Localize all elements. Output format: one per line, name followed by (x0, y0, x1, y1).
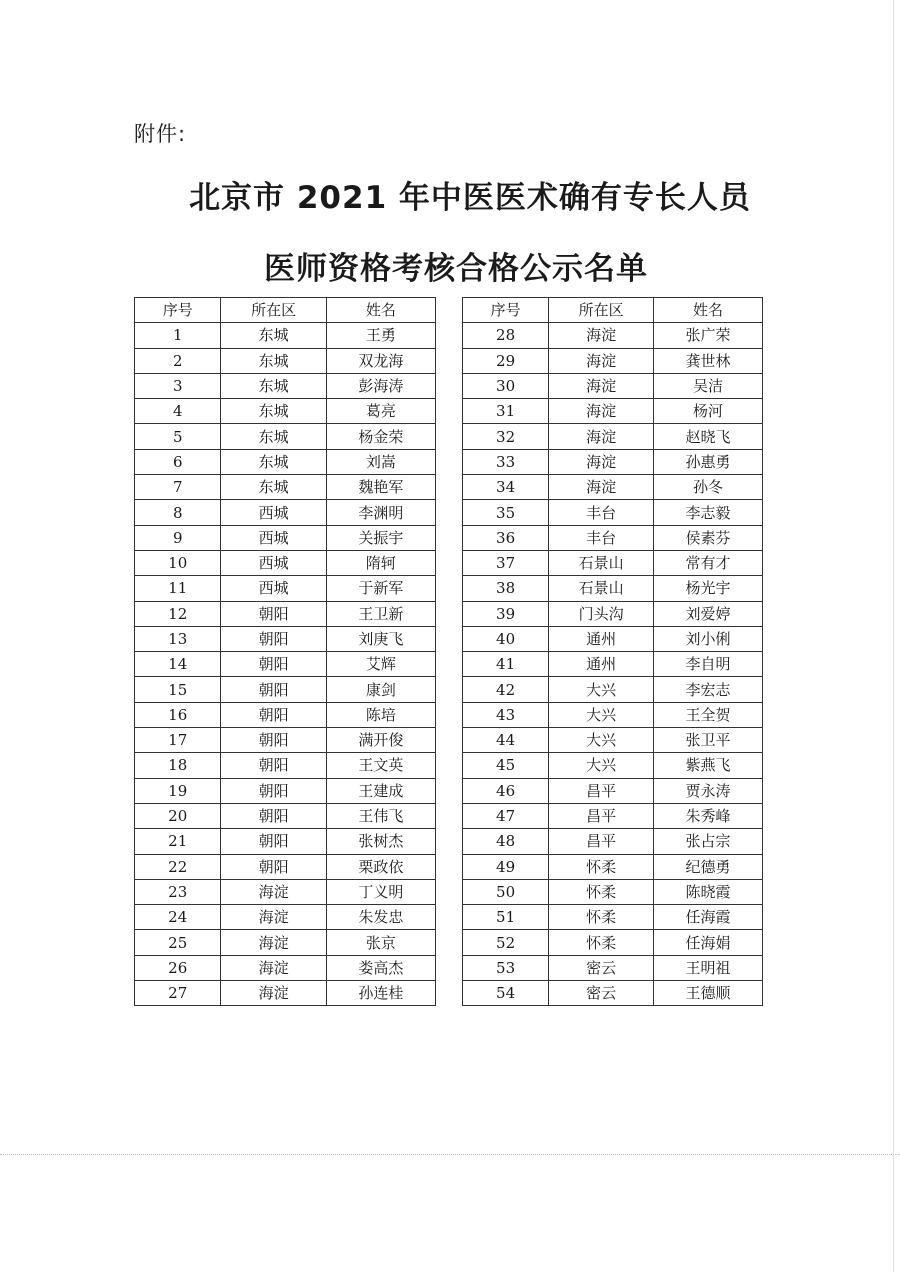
cell-number: 26 (135, 955, 221, 980)
table-row (135, 905, 436, 930)
table-row (135, 475, 436, 500)
cell-district: 西城 (221, 500, 326, 525)
cell-name: 王文英 (326, 753, 435, 778)
cell-number: 40 (463, 626, 549, 651)
cell-number: 3 (135, 373, 221, 398)
cell-district: 朝阳 (221, 803, 326, 828)
table-header-row (135, 298, 436, 323)
cell-district: 东城 (221, 475, 326, 500)
cell-name: 孙冬 (654, 475, 763, 500)
cell-number: 50 (463, 879, 549, 904)
cell-number: 4 (135, 399, 221, 424)
column-header-number: 序号 (135, 298, 221, 323)
cell-number: 39 (463, 601, 549, 626)
cell-number: 32 (463, 424, 549, 449)
column-header-name: 姓名 (326, 298, 435, 323)
cell-name: 王建成 (326, 778, 435, 803)
cell-district: 海淀 (549, 475, 654, 500)
cell-name: 双龙海 (326, 348, 435, 373)
attachment-label: 附件: (134, 122, 187, 146)
cell-number: 9 (135, 525, 221, 550)
document-title-line-2: 医师资格考核合格公示名单 (264, 251, 648, 287)
table-row (463, 424, 763, 449)
cell-district: 朝阳 (221, 652, 326, 677)
cell-name: 葛亮 (326, 399, 435, 424)
cell-district: 朝阳 (221, 728, 326, 753)
cell-name: 彭海涛 (326, 373, 435, 398)
cell-name: 杨金荣 (326, 424, 435, 449)
table-row (463, 601, 763, 626)
cell-number: 19 (135, 778, 221, 803)
cell-number: 53 (463, 955, 549, 980)
cell-number: 11 (135, 576, 221, 601)
cell-number: 6 (135, 449, 221, 474)
cell-name: 侯素芬 (654, 525, 763, 550)
cell-district: 昌平 (549, 803, 654, 828)
page-footer-rule (0, 1154, 900, 1155)
cell-number: 12 (135, 601, 221, 626)
table-row (135, 728, 436, 753)
cell-number: 35 (463, 500, 549, 525)
cell-name: 孙惠勇 (654, 449, 763, 474)
table-row (463, 373, 763, 398)
table-row (463, 677, 763, 702)
cell-district: 石景山 (549, 550, 654, 575)
cell-name: 陈晓霞 (654, 879, 763, 904)
cell-name: 王明祖 (654, 955, 763, 980)
table-row (135, 854, 436, 879)
cell-number: 1 (135, 323, 221, 348)
cell-name: 常有才 (654, 550, 763, 575)
cell-district: 海淀 (221, 905, 326, 930)
table-row (135, 753, 436, 778)
cell-number: 54 (463, 981, 549, 1006)
cell-district: 西城 (221, 525, 326, 550)
cell-number: 37 (463, 550, 549, 575)
table-row (463, 778, 763, 803)
cell-district: 东城 (221, 399, 326, 424)
cell-name: 王全贺 (654, 702, 763, 727)
table-row (135, 525, 436, 550)
cell-district: 怀柔 (549, 905, 654, 930)
cell-number: 24 (135, 905, 221, 930)
cell-name: 隋轲 (326, 550, 435, 575)
cell-number: 27 (135, 981, 221, 1006)
cell-number: 33 (463, 449, 549, 474)
page-edge-rule (893, 0, 894, 1272)
table-row (135, 323, 436, 348)
cell-district: 密云 (549, 955, 654, 980)
cell-name: 满开俊 (326, 728, 435, 753)
cell-name: 刘爱婷 (654, 601, 763, 626)
cell-district: 昌平 (549, 829, 654, 854)
cell-name: 张京 (326, 930, 435, 955)
cell-district: 朝阳 (221, 626, 326, 651)
table-row (135, 879, 436, 904)
cell-number: 46 (463, 778, 549, 803)
column-header-name: 姓名 (654, 298, 763, 323)
cell-number: 25 (135, 930, 221, 955)
table-row (463, 550, 763, 575)
cell-number: 18 (135, 753, 221, 778)
cell-number: 36 (463, 525, 549, 550)
cell-district: 海淀 (549, 424, 654, 449)
cell-name: 艾辉 (326, 652, 435, 677)
roster-table-left (134, 297, 436, 1006)
table-row (463, 803, 763, 828)
table-row (135, 981, 436, 1006)
cell-district: 海淀 (549, 373, 654, 398)
table-row (463, 879, 763, 904)
table-row (463, 500, 763, 525)
cell-district: 大兴 (549, 702, 654, 727)
table-row (463, 981, 763, 1006)
cell-district: 昌平 (549, 778, 654, 803)
cell-district: 朝阳 (221, 753, 326, 778)
cell-district: 海淀 (221, 981, 326, 1006)
cell-number: 13 (135, 626, 221, 651)
cell-name: 于新军 (326, 576, 435, 601)
cell-name: 娄高杰 (326, 955, 435, 980)
column-header-number: 序号 (463, 298, 549, 323)
cell-name: 紫燕飞 (654, 753, 763, 778)
cell-number: 49 (463, 854, 549, 879)
cell-district: 朝阳 (221, 677, 326, 702)
cell-name: 王卫新 (326, 601, 435, 626)
cell-name: 王伟飞 (326, 803, 435, 828)
cell-number: 16 (135, 702, 221, 727)
cell-number: 31 (463, 399, 549, 424)
cell-district: 大兴 (549, 677, 654, 702)
cell-name: 魏艳军 (326, 475, 435, 500)
table-row (463, 348, 763, 373)
cell-name: 李渊明 (326, 500, 435, 525)
cell-number: 8 (135, 500, 221, 525)
cell-name: 康剑 (326, 677, 435, 702)
cell-name: 张树杰 (326, 829, 435, 854)
cell-name: 李自明 (654, 652, 763, 677)
cell-number: 29 (463, 348, 549, 373)
table-row (463, 702, 763, 727)
cell-number: 17 (135, 728, 221, 753)
table-row (463, 449, 763, 474)
table-row (463, 955, 763, 980)
table-row (135, 550, 436, 575)
table-row (463, 905, 763, 930)
cell-district: 朝阳 (221, 601, 326, 626)
table-row (135, 576, 436, 601)
cell-district: 大兴 (549, 728, 654, 753)
cell-number: 48 (463, 829, 549, 854)
table-row (135, 348, 436, 373)
cell-district: 海淀 (549, 348, 654, 373)
cell-district: 通州 (549, 652, 654, 677)
cell-name: 吴洁 (654, 373, 763, 398)
cell-number: 43 (463, 702, 549, 727)
table-row (135, 449, 436, 474)
cell-district: 海淀 (221, 930, 326, 955)
cell-name: 龚世林 (654, 348, 763, 373)
cell-name: 李志毅 (654, 500, 763, 525)
cell-district: 西城 (221, 576, 326, 601)
cell-district: 朝阳 (221, 702, 326, 727)
cell-district: 石景山 (549, 576, 654, 601)
cell-number: 28 (463, 323, 549, 348)
table-row (463, 829, 763, 854)
cell-name: 杨河 (654, 399, 763, 424)
cell-name: 刘嵩 (326, 449, 435, 474)
cell-district: 东城 (221, 424, 326, 449)
cell-district: 东城 (221, 373, 326, 398)
cell-name: 朱发忠 (326, 905, 435, 930)
cell-name: 张广荣 (654, 323, 763, 348)
cell-name: 李宏志 (654, 677, 763, 702)
table-row (463, 652, 763, 677)
column-header-district: 所在区 (221, 298, 326, 323)
cell-district: 大兴 (549, 753, 654, 778)
cell-number: 42 (463, 677, 549, 702)
table-row (463, 576, 763, 601)
cell-number: 23 (135, 879, 221, 904)
cell-district: 门头沟 (549, 601, 654, 626)
cell-district: 丰台 (549, 500, 654, 525)
cell-number: 20 (135, 803, 221, 828)
table-row (135, 373, 436, 398)
table-row (135, 702, 436, 727)
cell-district: 通州 (549, 626, 654, 651)
table-row (135, 930, 436, 955)
cell-district: 海淀 (221, 879, 326, 904)
table-row (463, 525, 763, 550)
table-row (135, 778, 436, 803)
cell-district: 海淀 (549, 399, 654, 424)
cell-number: 38 (463, 576, 549, 601)
table-row (135, 626, 436, 651)
cell-number: 34 (463, 475, 549, 500)
cell-district: 东城 (221, 348, 326, 373)
cell-name: 张卫平 (654, 728, 763, 753)
cell-district: 朝阳 (221, 829, 326, 854)
table-row (135, 677, 436, 702)
cell-district: 海淀 (221, 955, 326, 980)
table-row (463, 323, 763, 348)
cell-number: 41 (463, 652, 549, 677)
cell-name: 栗政依 (326, 854, 435, 879)
cell-district: 东城 (221, 449, 326, 474)
cell-district: 海淀 (549, 449, 654, 474)
cell-district: 西城 (221, 550, 326, 575)
table-row (463, 626, 763, 651)
table-row (135, 829, 436, 854)
cell-number: 14 (135, 652, 221, 677)
cell-number: 47 (463, 803, 549, 828)
table-row (135, 601, 436, 626)
cell-district: 怀柔 (549, 854, 654, 879)
cell-name: 刘庚飞 (326, 626, 435, 651)
table-row (463, 399, 763, 424)
cell-name: 任海霞 (654, 905, 763, 930)
cell-number: 10 (135, 550, 221, 575)
table-row (463, 854, 763, 879)
cell-name: 刘小俐 (654, 626, 763, 651)
document-title-line-1: 北京市 2021 年中医医术确有专长人员 (189, 180, 751, 216)
cell-district: 密云 (549, 981, 654, 1006)
table-row (135, 399, 436, 424)
cell-name: 关振宇 (326, 525, 435, 550)
cell-number: 45 (463, 753, 549, 778)
table-row (135, 955, 436, 980)
cell-name: 贾永涛 (654, 778, 763, 803)
cell-district: 怀柔 (549, 930, 654, 955)
table-row (463, 753, 763, 778)
table-row (463, 930, 763, 955)
column-header-district: 所在区 (549, 298, 654, 323)
cell-number: 44 (463, 728, 549, 753)
cell-district: 怀柔 (549, 879, 654, 904)
cell-number: 51 (463, 905, 549, 930)
cell-number: 2 (135, 348, 221, 373)
cell-name: 王勇 (326, 323, 435, 348)
table-row (135, 652, 436, 677)
cell-name: 王德顺 (654, 981, 763, 1006)
table-row (135, 803, 436, 828)
cell-district: 朝阳 (221, 778, 326, 803)
table-row (463, 475, 763, 500)
cell-number: 21 (135, 829, 221, 854)
cell-number: 5 (135, 424, 221, 449)
cell-name: 孙连桂 (326, 981, 435, 1006)
cell-name: 朱秀峰 (654, 803, 763, 828)
cell-name: 陈培 (326, 702, 435, 727)
cell-number: 15 (135, 677, 221, 702)
table-header-row (463, 298, 763, 323)
cell-number: 22 (135, 854, 221, 879)
cell-district: 东城 (221, 323, 326, 348)
table-row (463, 728, 763, 753)
cell-name: 张占宗 (654, 829, 763, 854)
cell-number: 52 (463, 930, 549, 955)
cell-district: 朝阳 (221, 854, 326, 879)
cell-district: 海淀 (549, 323, 654, 348)
table-row (135, 500, 436, 525)
cell-name: 杨光宇 (654, 576, 763, 601)
cell-district: 丰台 (549, 525, 654, 550)
cell-name: 丁义明 (326, 879, 435, 904)
table-row (135, 424, 436, 449)
cell-number: 30 (463, 373, 549, 398)
roster-table-right (462, 297, 763, 1006)
cell-name: 任海娟 (654, 930, 763, 955)
cell-name: 纪德勇 (654, 854, 763, 879)
cell-number: 7 (135, 475, 221, 500)
cell-name: 赵晓飞 (654, 424, 763, 449)
